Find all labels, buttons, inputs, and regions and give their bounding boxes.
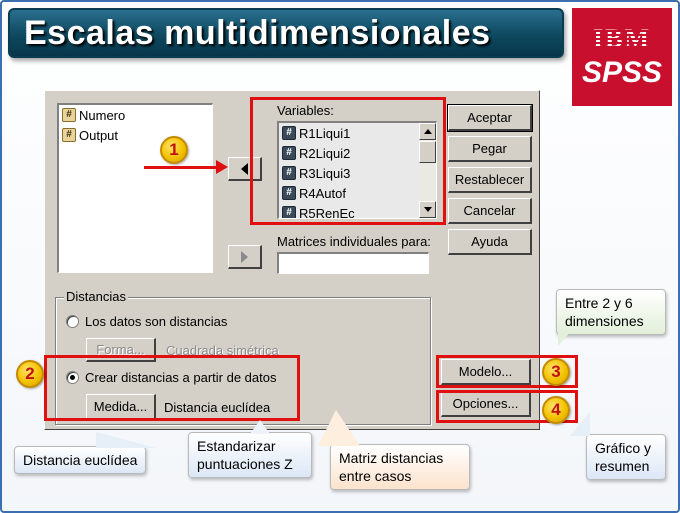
reset-button[interactable]: Restablecer	[448, 167, 532, 193]
list-item-label: R5RenEc	[299, 205, 355, 219]
radio-label: Crear distancias a partir de datos	[85, 370, 277, 385]
measure-button[interactable]: Medida...	[86, 394, 156, 420]
help-button[interactable]: Ayuda	[448, 229, 532, 255]
radio-data-are-distances[interactable]	[66, 314, 227, 329]
list-item-label: R4Autof	[299, 185, 346, 201]
measure-value: Distancia euclídea	[164, 400, 271, 415]
distances-legend: Distancias	[66, 289, 126, 304]
title-banner	[8, 8, 564, 58]
matrices-input[interactable]	[277, 252, 429, 274]
list-item[interactable]	[59, 125, 212, 145]
variables-label: Variables:	[277, 103, 334, 118]
scale-variable-icon: #	[62, 108, 76, 122]
callout-euclidean-tail	[96, 432, 156, 448]
variables-highlight-box	[250, 97, 446, 225]
scale-variable-icon: #	[282, 146, 296, 160]
radio-label: Los datos son distancias	[85, 314, 228, 329]
list-item-label: R3Liqui3	[299, 165, 351, 181]
scale-variable-icon: #	[282, 206, 296, 219]
options-button[interactable]: Opciones...	[441, 391, 531, 417]
callout-matrix: Matriz distancias entre casos	[330, 444, 470, 490]
slide-title: Escalas multidimensionales	[24, 13, 491, 52]
list-item-label: Output	[79, 127, 119, 143]
create-distances-highlight-box	[44, 355, 300, 421]
shape-button[interactable]: Forma...	[86, 338, 156, 362]
ibm-spss-logo	[572, 8, 672, 106]
scale-variable-icon: #	[62, 128, 76, 142]
callout-matrix-tail	[318, 410, 360, 446]
list-item-label: Numero	[79, 107, 126, 123]
callout-graph-tail	[570, 412, 590, 436]
list-item-label: R2Liqui2	[299, 145, 351, 161]
scale-variable-icon: #	[282, 126, 296, 140]
logo-spss-text: SPSS	[581, 56, 663, 89]
callout-euclidean: Distancia euclídea	[14, 446, 146, 474]
callout-graph: Gráfico y resumen	[586, 434, 666, 480]
paste-button[interactable]: Pegar	[448, 136, 532, 162]
badge-2: 2	[16, 360, 44, 388]
callout-dimensions-tail	[558, 330, 572, 346]
callout-standardize-tail	[250, 420, 270, 434]
badge-4: 4	[542, 396, 570, 424]
callout-dimensions: Entre 2 y 6 dimensiones	[556, 289, 666, 335]
model-button[interactable]: Modelo...	[441, 359, 531, 385]
scale-variable-icon: #	[282, 166, 296, 180]
list-item-label: R1Liqui1	[299, 125, 351, 141]
ok-button[interactable]: Aceptar	[448, 105, 532, 131]
logo-ibm-text: IBM	[593, 24, 651, 53]
source-variable-list[interactable]	[57, 103, 213, 273]
move-right-button[interactable]	[228, 245, 262, 269]
badge-1: 1	[160, 136, 188, 164]
arrow-left-icon	[241, 163, 248, 175]
red-arrow-line	[144, 166, 218, 169]
matrices-label: Matrices individuales para:	[277, 234, 431, 249]
scale-variable-icon: #	[282, 186, 296, 200]
badge-3: 3	[542, 358, 570, 386]
shape-value: Cuadrada simétrica	[166, 343, 279, 358]
red-arrow-head-icon	[216, 160, 228, 174]
radio-button[interactable]	[66, 315, 79, 328]
list-item[interactable]	[59, 105, 212, 125]
cancel-button[interactable]: Cancelar	[448, 198, 532, 224]
callout-standardize: Estandarizar puntuaciones Z	[188, 432, 312, 478]
arrow-right-icon	[241, 251, 248, 263]
